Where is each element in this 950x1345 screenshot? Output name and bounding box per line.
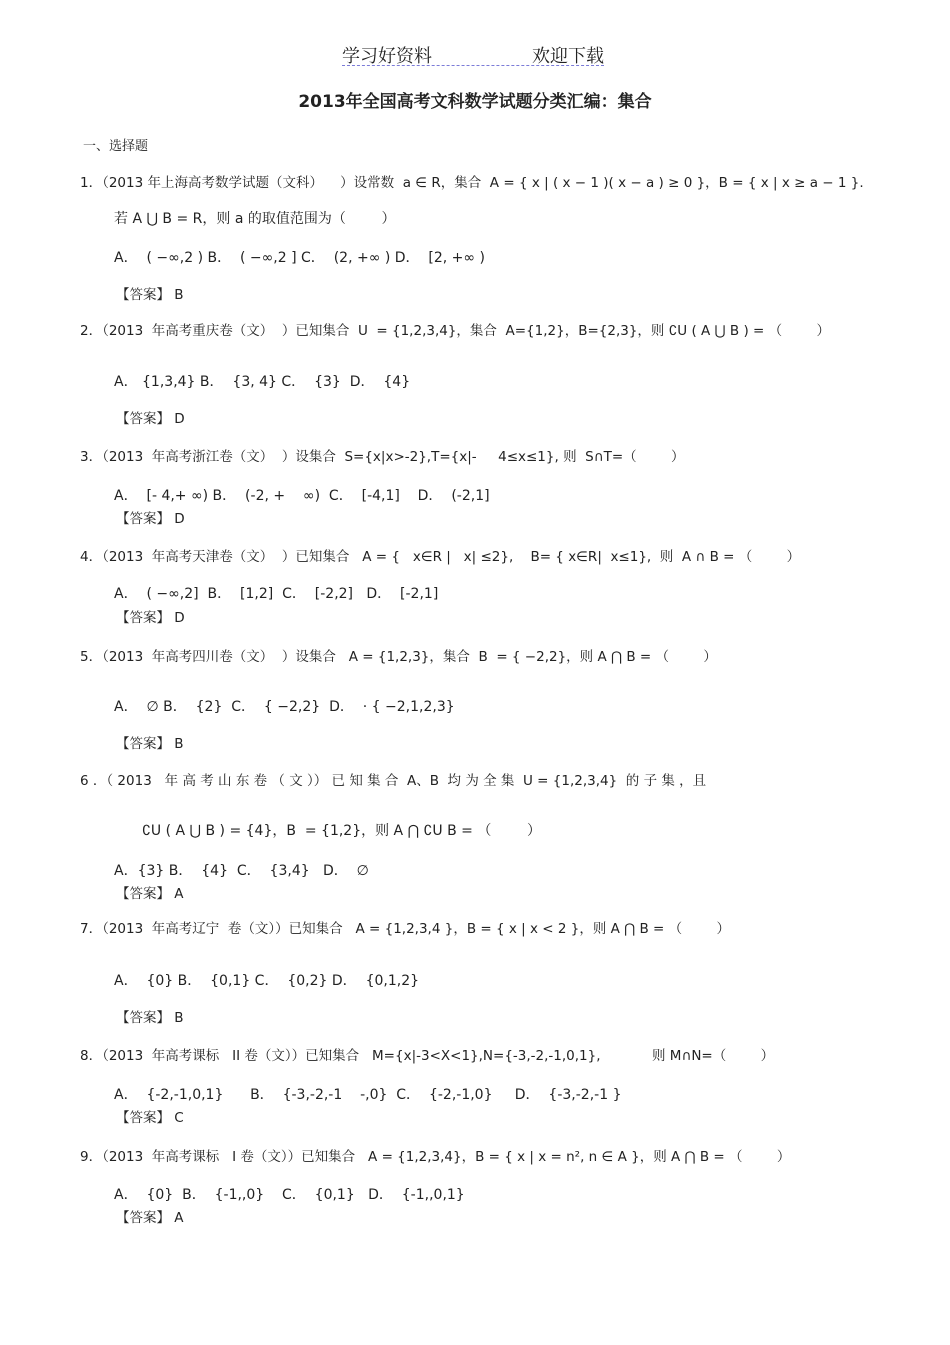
section-heading: 一、选择题 [83,139,149,154]
question-1-answer: 【答案】 B [116,287,184,303]
question-6-stem: 6 ．（ 2013 年 高 考 山 东 卷 （ 文 ）） 已 知 集 合 A、B 均 为 全 集 U = {1,2,3,4} 的 子 集 ，且 [80,773,707,789]
question-2-options: A． {1,3,4} B． {3, 4} C． {3} D． {4} [114,374,411,390]
page-header [0,38,950,72]
question-6-stem-continued: ∁U ( A ⋃ B ) = {4}，B = {1,2}，则 A ⋂ ∁U B = （ ） [142,823,541,839]
question-7-options: A． {0} B． {0,1} C． {0,2} D． {0,1,2} [114,973,420,989]
question-1-options: A． ( −∞,2 ) B． ( −∞,2 ] C． (2, +∞ ) D． [2, +∞ ) [114,250,485,266]
question-3-options: A． [- 4,+ ∞) B． (-2, + ∞) C． [-4,1] D． (-2,1] [114,488,490,504]
header-left-text: 学习好资料 [342,46,432,67]
document-title: 2013年全国高考文科数学试题分类汇编：集合 [298,92,652,112]
question-3-answer: 【答案】 D [116,511,185,527]
question-1-stem: 1．（2013 年上海高考数学试题（文科） ）设常数 a ∈ R，集合 A = { x | ( x − 1 )( x − a ) ≥ 0 }，B = { x | x ≥ a − 1 }. [80,175,864,191]
question-6-answer: 【答案】 A [116,886,184,902]
question-1-stem-continued: 若 A ⋃ B = R，则 a 的取值范围为（ ） [114,211,396,227]
question-6-options: A．{3} B． {4} C． {3,4} D． ∅ [114,863,369,879]
question-9-stem: 9．（2013 年高考课标 I 卷（文））已知集合 A = {1,2,3,4}，B = { x | x = n², n ∈ A }，则 A ⋂ B = （ ） [80,1149,791,1165]
question-5-answer: 【答案】 B [116,736,184,752]
question-8-options: A． {-2,-1,0,1} B． {-3,-2,-1 -,0} C． {-2,-1,0} D． {-3,-2,-1 } [114,1087,622,1103]
question-2-answer: 【答案】 D [116,411,185,427]
header-right-text: 欢迎下载 [532,46,604,67]
question-5-stem: 5．（2013 年高考四川卷（文） ）设集合 A = {1,2,3}，集合 B = { −2,2}，则 A ⋂ B = （ ） [80,649,717,665]
question-5-options: A． ∅ B． {2} C． { −2,2} D． · { −2,1,2,3} [114,699,455,715]
header-dashed-rule [342,65,604,66]
question-3-stem: 3．（2013 年高考浙江卷（文） ）设集合 S={x|x>-2},T={x|- 4≤x≤1}, 则 S∩T=（ ） [80,449,685,465]
question-9-options: A． {0} B． {-1,,0} C． {0,1} D． {-1,,0,1} [114,1187,465,1203]
question-4-stem: 4．（2013 年高考天津卷（文） ）已知集合 A = { x∈R | x| ≤2}, B= { x∈R| x≤1}, 则 A ∩ B = （ ） [80,549,801,565]
question-8-stem: 8．（2013 年高考课标 II 卷（文））已知集合 M={x|-3<X<1},N={-3,-2,-1,0,1}, 则 M∩N=（ ） [80,1048,775,1064]
question-8-answer: 【答案】 C [116,1110,184,1126]
question-4-answer: 【答案】 D [116,610,185,626]
question-2-stem: 2．（2013 年高考重庆卷（文） ）已知集合 U = {1,2,3,4}，集合 A={1,2}，B={2,3}，则 ∁U ( A ⋃ B ) = （ ） [80,323,830,339]
question-7-stem: 7．（2013 年高考辽宁 卷（文））已知集合 A = {1,2,3,4 }，B = { x | x < 2 }，则 A ⋂ B = （ ） [80,921,730,937]
question-9-answer: 【答案】 A [116,1210,184,1226]
question-4-options: A． ( −∞,2] B． [1,2] C． [-2,2] D． [-2,1] [114,586,439,602]
question-7-answer: 【答案】 B [116,1010,184,1026]
